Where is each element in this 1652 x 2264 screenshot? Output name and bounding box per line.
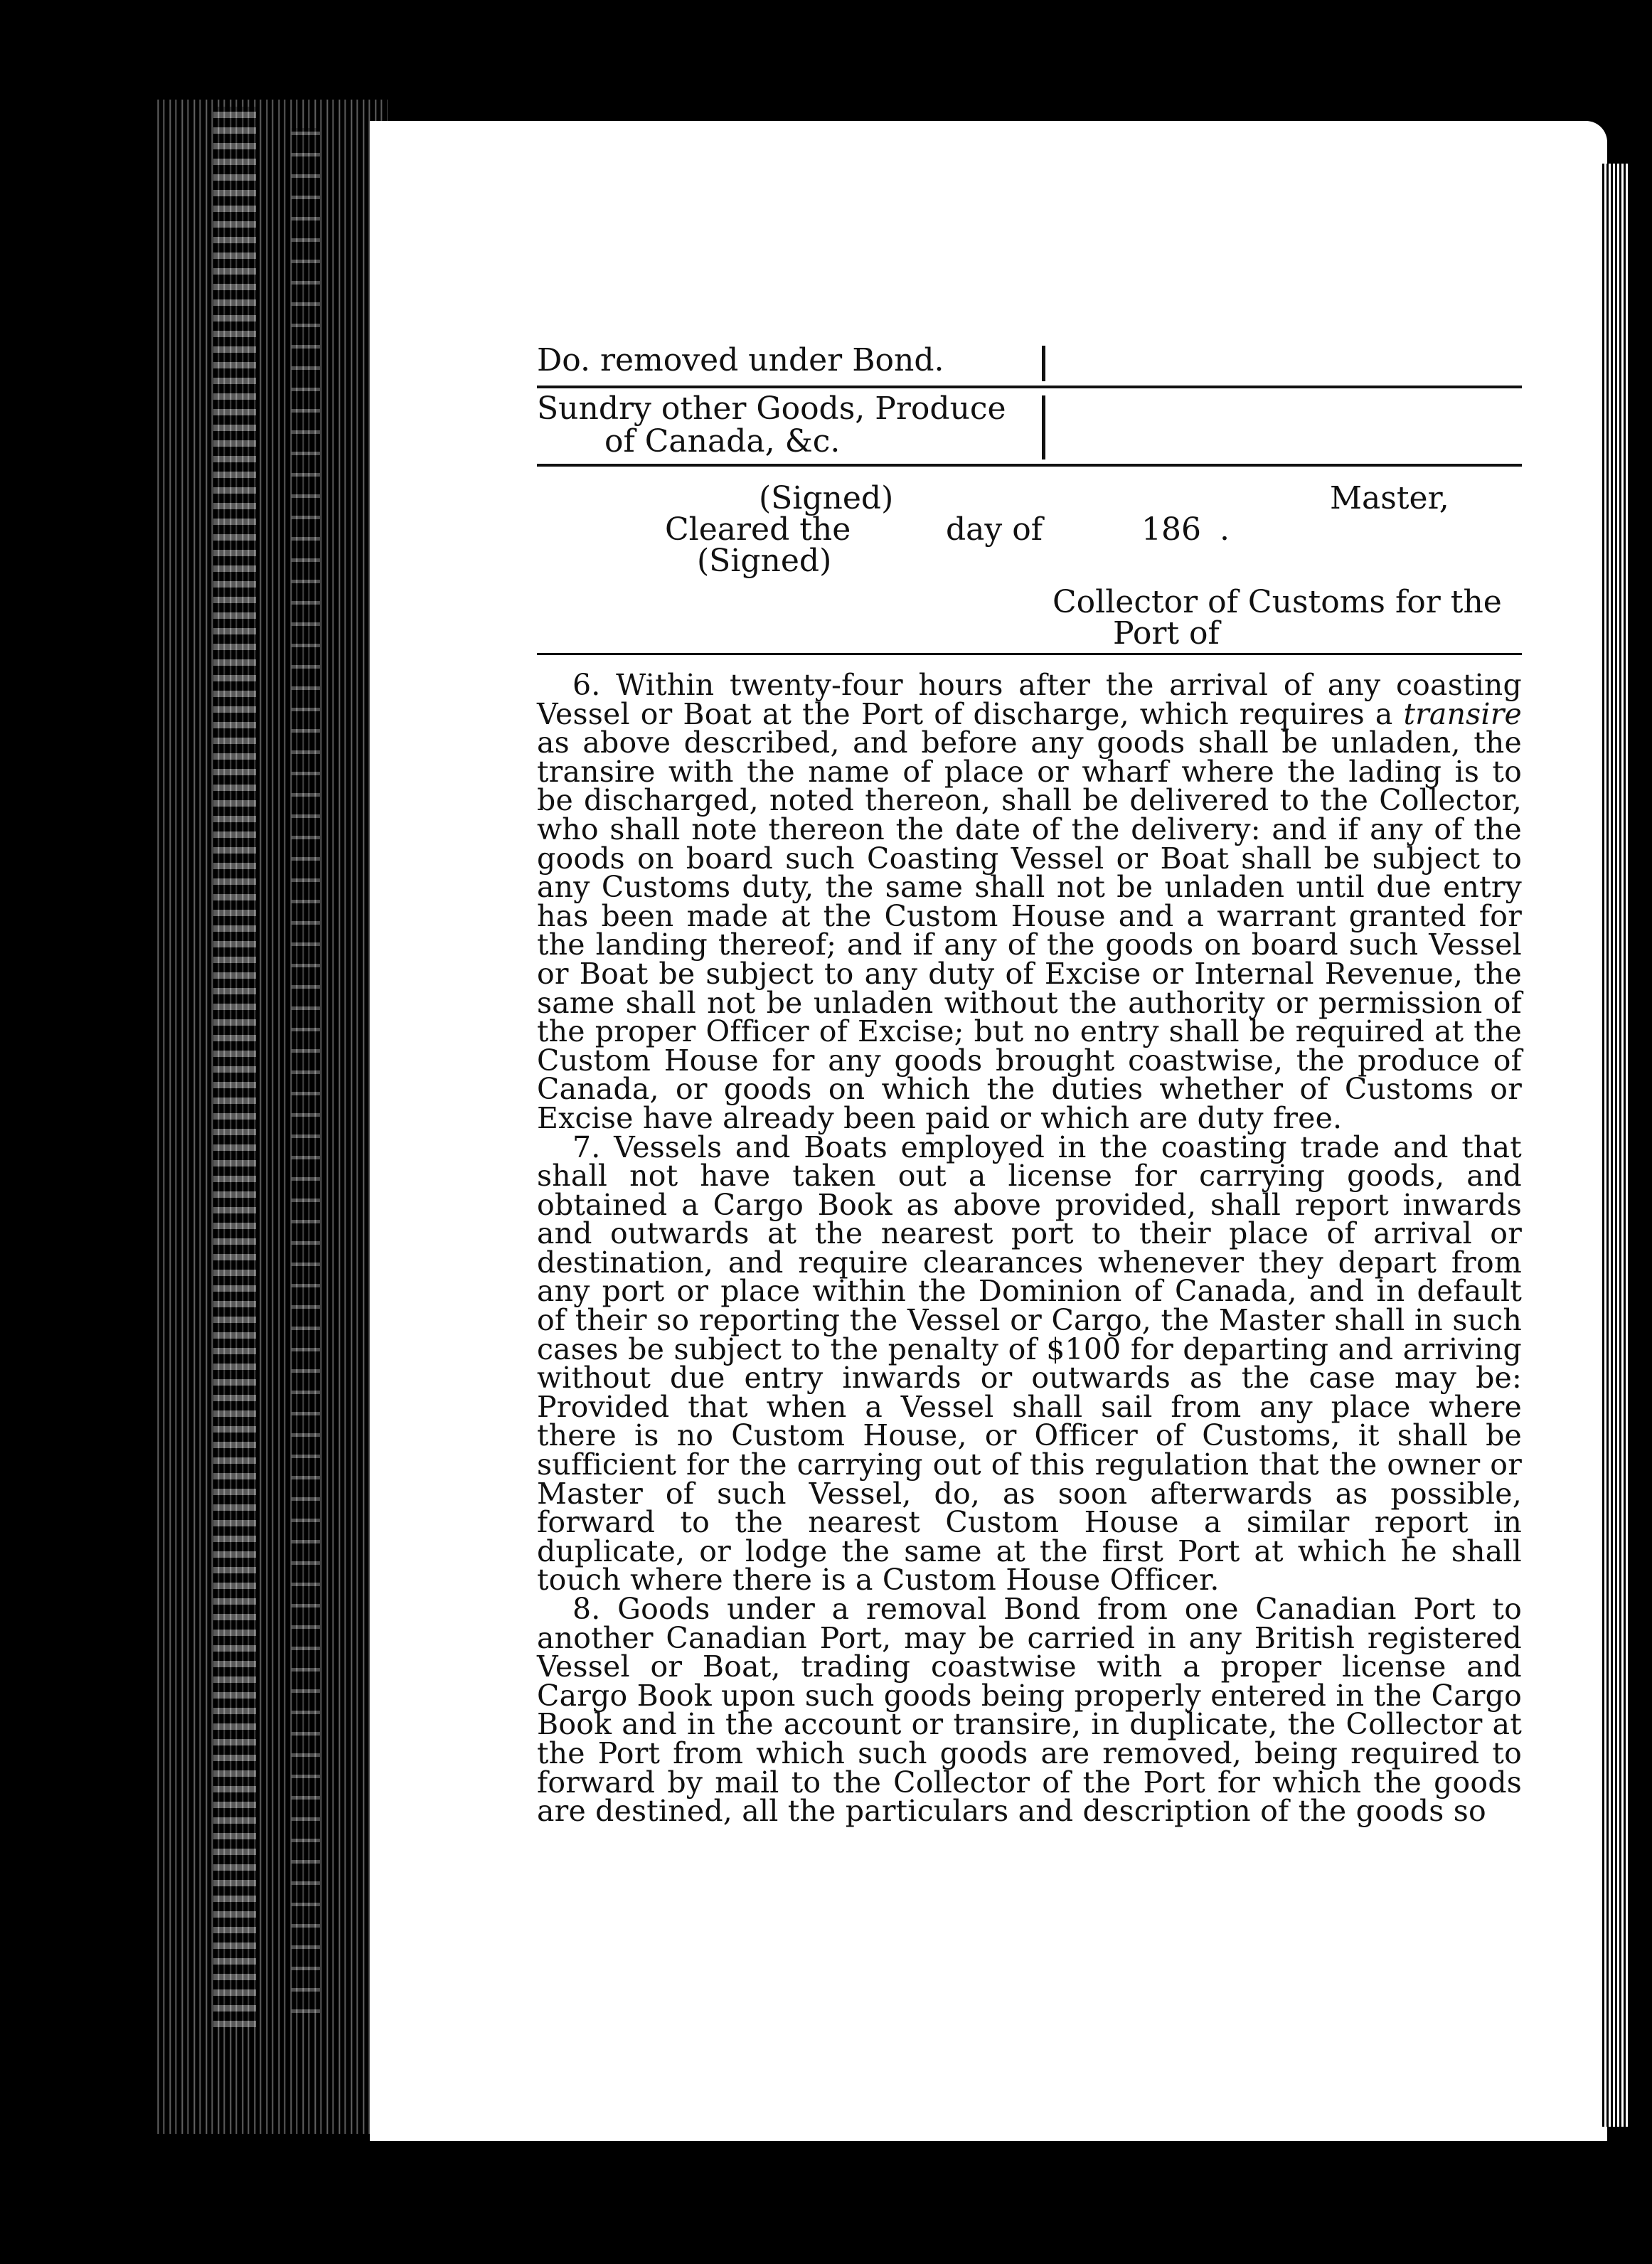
column-separator xyxy=(1042,346,1045,381)
form-row-removed-under-bond xyxy=(537,341,1522,388)
form-label-line1: Sundry other Goods, Produce xyxy=(537,390,1006,427)
paragraph-6-text-cont: as above described, and before any goods shall be unladen, the transire with the name of place or wharf where the lading is to be discharged, noted thereon, shall be delivered to the Collector, who shall note thereon the date of the delivery: and if any of the goods on board such Coasting Vessel or Boat shall be subject to any Customs duty, the same shall not be unladen until due entry has been made at the Custom House and a warrant granted for the landing thereof; and if any of the goods on board such Vessel or Boat be subject to any duty of Excise or Internal Revenue, the same shall not be unladen without the authority or permission of the proper Officer of Excise; but no entry shall be required at the Custom House for any goods brought coastwise, the produce of Canada, or goods on which the duties whether of Customs or Excise have already been paid or which are duty free. xyxy=(537,726,1522,1135)
column-separator xyxy=(1042,395,1045,459)
paragraph-8: 8. Goods under a removal Bond from one Canadian Port to another Canadian Port, may be carried in any British registered Vessel or Boat, trading coastwise with a proper license and Cargo Book upon such goods being properly entered in the Cargo Book and in the account or transire, in duplicate, the Collector at the Port from which such goods are removed, being required to forward by mail to the Collector of the Port for which the goods are destined, all the particulars and description of the goods so xyxy=(537,1592,1522,1829)
signed-label: (Signed) xyxy=(759,480,894,516)
form-label-line2: of Canada, &c. xyxy=(604,423,841,459)
year-period: . xyxy=(1220,511,1230,548)
binding-speck xyxy=(213,107,256,2027)
paragraph-6-text: 6. Within twenty-four hours after the arrival of any coasting Vessel or Boat at the Port of discharge, which requires a xyxy=(537,668,1522,731)
page-right-edge xyxy=(1600,164,1629,2127)
signature-block xyxy=(537,467,1522,655)
regulations-text xyxy=(537,668,1522,1829)
year-label: 186 xyxy=(1141,511,1201,548)
transire-italic: transire xyxy=(1403,696,1522,731)
paragraph-6 xyxy=(537,668,1522,1135)
day-of-label: day of xyxy=(946,511,1043,548)
form-row-sundry-goods xyxy=(537,391,1522,467)
master-label: Master, xyxy=(1330,480,1449,516)
page-content xyxy=(537,341,1522,1829)
form-label xyxy=(537,391,1042,458)
form-label: Do. removed under Bond. xyxy=(537,342,944,378)
signed-label: (Signed) xyxy=(697,543,832,579)
collector-label: Collector of Customs for the xyxy=(1053,584,1502,620)
port-of-label: Port of xyxy=(1113,615,1220,652)
page-binding-edge xyxy=(153,100,388,2134)
binding-speck xyxy=(292,128,320,2013)
paragraph-7: 7. Vessels and Boats employed in the coasting trade and that shall not have taken out a license for carrying goods, and obtained a Cargo Book as above provided, shall report inwards and outwards at the nearest port to their place of arrival or destination, and require clearances whenever they depart from any port or place within the Dominion of Canada, and in default of their so reporting the Vessel or Cargo, the Master shall in such cases be subject to the penalty of $100 for departing and arriving without due entry inwards or outwards as the case may be: Provided that when a Vessel shall sail from any place where there is no Custom House, or Officer of Customs, it shall be sufficient for the carrying out of this regulation that the owner or Master of such Vessel, do, as soon afterwards as possible, forward to the nearest Custom House a similar report in duplicate, or lodge the same at the first Port at which he shall touch where there is a Custom House Officer. xyxy=(537,1130,1522,1598)
cleared-the-label: Cleared the xyxy=(665,511,851,548)
